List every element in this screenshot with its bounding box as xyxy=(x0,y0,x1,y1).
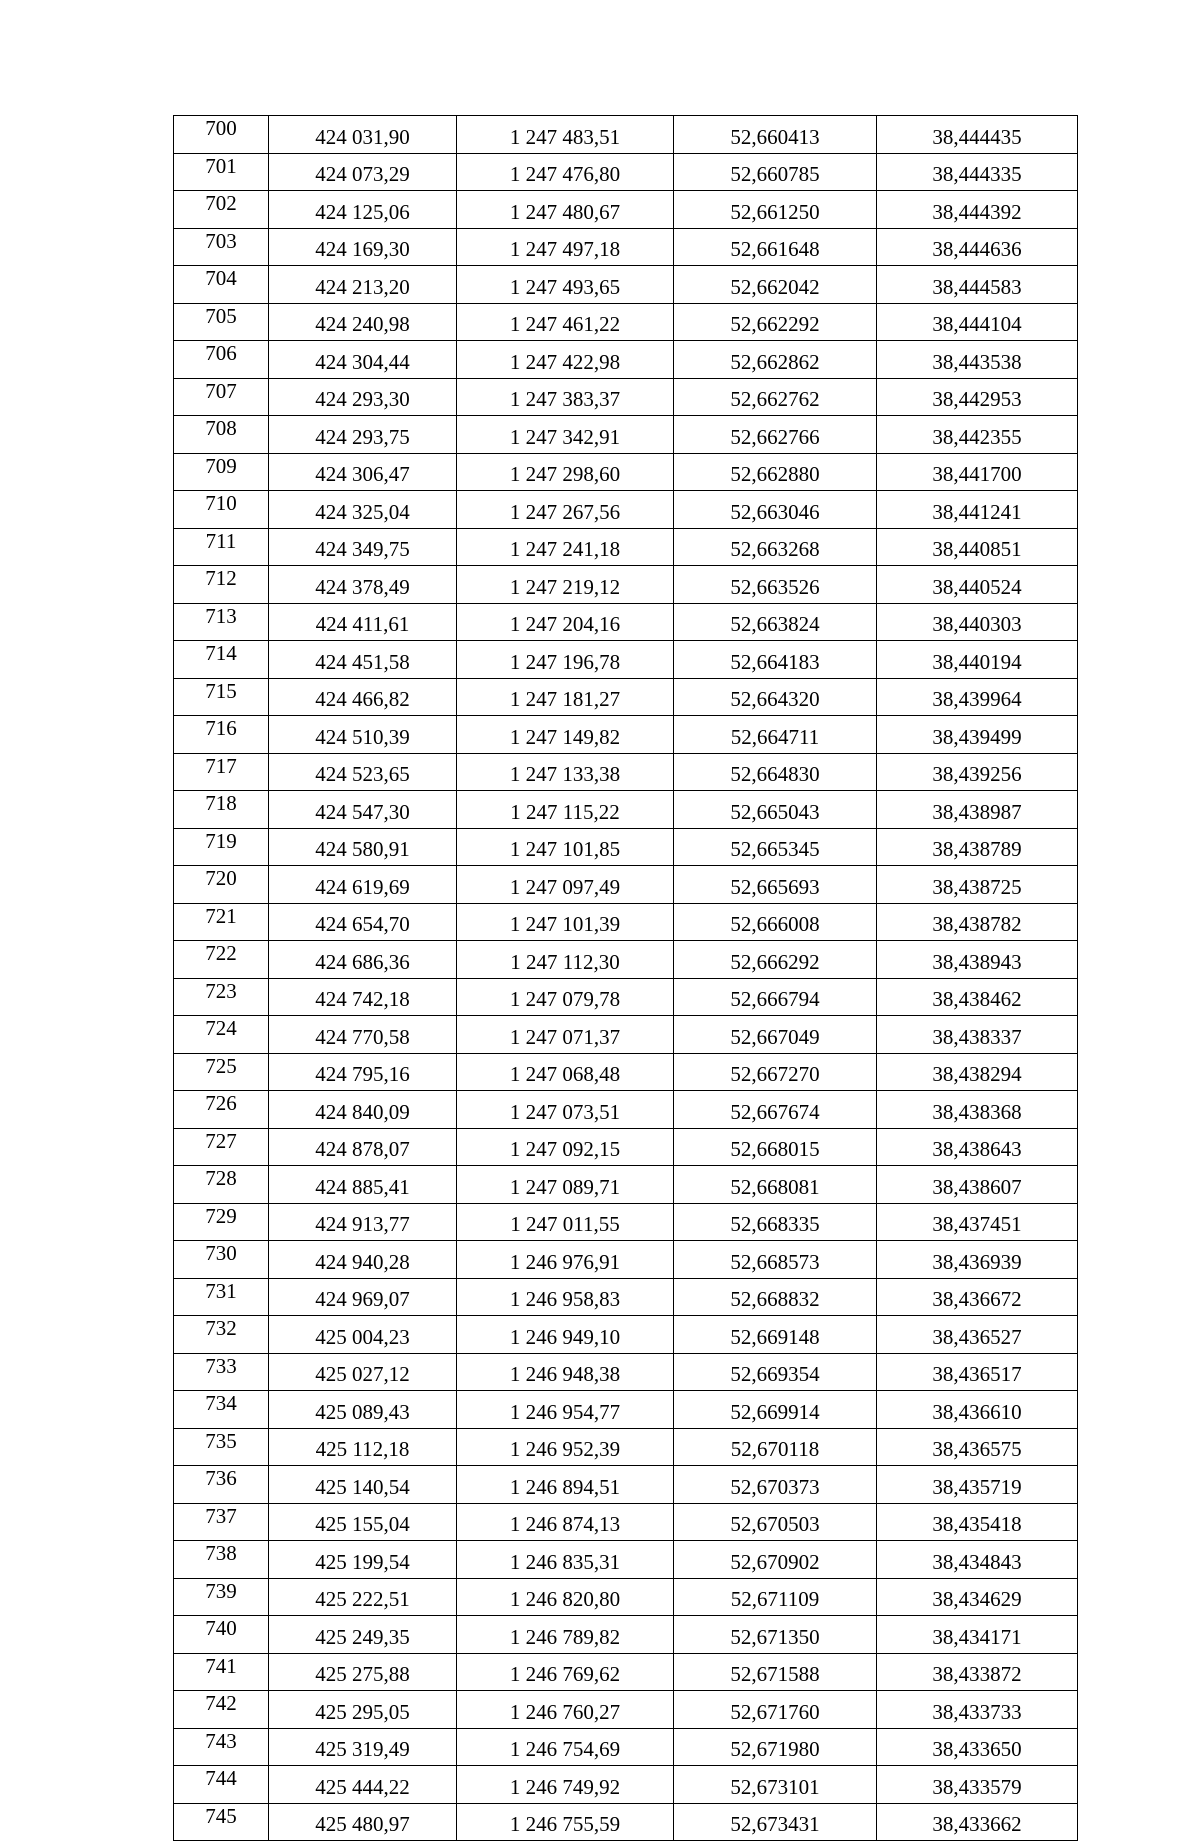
latitude-cell: 52,662766 xyxy=(674,416,877,454)
x-coordinate-cell: 425 112,18 xyxy=(269,1428,457,1466)
y-coordinate-cell: 1 246 952,39 xyxy=(457,1428,674,1466)
longitude-cell: 38,438789 xyxy=(877,828,1078,866)
x-coordinate-cell: 424 306,47 xyxy=(269,453,457,491)
longitude-cell: 38,440303 xyxy=(877,603,1078,641)
table-row xyxy=(174,1166,1078,1204)
latitude-cell: 52,664320 xyxy=(674,678,877,716)
y-coordinate-cell: 1 247 089,71 xyxy=(457,1166,674,1204)
point-number-cell: 710 xyxy=(174,491,269,529)
point-number-cell: 740 xyxy=(174,1616,269,1654)
latitude-cell: 52,668832 xyxy=(674,1278,877,1316)
y-coordinate-cell: 1 247 011,55 xyxy=(457,1203,674,1241)
latitude-cell: 52,662042 xyxy=(674,266,877,304)
point-number-cell: 720 xyxy=(174,866,269,904)
longitude-cell: 38,434629 xyxy=(877,1578,1078,1616)
x-coordinate-cell: 425 027,12 xyxy=(269,1353,457,1391)
y-coordinate-cell: 1 246 948,38 xyxy=(457,1353,674,1391)
y-coordinate-cell: 1 247 493,65 xyxy=(457,266,674,304)
latitude-cell: 52,662880 xyxy=(674,453,877,491)
longitude-cell: 38,444392 xyxy=(877,191,1078,229)
longitude-cell: 38,438294 xyxy=(877,1053,1078,1091)
point-number-cell: 725 xyxy=(174,1053,269,1091)
y-coordinate-cell: 1 246 949,10 xyxy=(457,1316,674,1354)
latitude-cell: 52,671109 xyxy=(674,1578,877,1616)
longitude-cell: 38,438462 xyxy=(877,978,1078,1016)
x-coordinate-cell: 424 169,30 xyxy=(269,228,457,266)
x-coordinate-cell: 424 293,30 xyxy=(269,378,457,416)
point-number-cell: 744 xyxy=(174,1766,269,1804)
x-coordinate-cell: 424 885,41 xyxy=(269,1166,457,1204)
x-coordinate-cell: 424 770,58 xyxy=(269,1016,457,1054)
point-number-cell: 726 xyxy=(174,1091,269,1129)
y-coordinate-cell: 1 246 789,82 xyxy=(457,1616,674,1654)
coordinates-table xyxy=(173,115,1078,1841)
longitude-cell: 38,444435 xyxy=(877,116,1078,154)
x-coordinate-cell: 425 444,22 xyxy=(269,1766,457,1804)
y-coordinate-cell: 1 247 476,80 xyxy=(457,153,674,191)
point-number-cell: 724 xyxy=(174,1016,269,1054)
x-coordinate-cell: 424 840,09 xyxy=(269,1091,457,1129)
longitude-cell: 38,434843 xyxy=(877,1541,1078,1579)
x-coordinate-cell: 424 293,75 xyxy=(269,416,457,454)
y-coordinate-cell: 1 246 760,27 xyxy=(457,1691,674,1729)
latitude-cell: 52,671760 xyxy=(674,1691,877,1729)
point-number-cell: 734 xyxy=(174,1391,269,1429)
table-row xyxy=(174,1316,1078,1354)
latitude-cell: 52,661250 xyxy=(674,191,877,229)
point-number-cell: 711 xyxy=(174,528,269,566)
latitude-cell: 52,662292 xyxy=(674,303,877,341)
latitude-cell: 52,663268 xyxy=(674,528,877,566)
latitude-cell: 52,665693 xyxy=(674,866,877,904)
longitude-cell: 38,442953 xyxy=(877,378,1078,416)
point-number-cell: 739 xyxy=(174,1578,269,1616)
point-number-cell: 700 xyxy=(174,116,269,154)
x-coordinate-cell: 424 031,90 xyxy=(269,116,457,154)
y-coordinate-cell: 1 247 115,22 xyxy=(457,791,674,829)
y-coordinate-cell: 1 247 204,16 xyxy=(457,603,674,641)
y-coordinate-cell: 1 247 071,37 xyxy=(457,1016,674,1054)
latitude-cell: 52,668015 xyxy=(674,1128,877,1166)
longitude-cell: 38,438607 xyxy=(877,1166,1078,1204)
longitude-cell: 38,436517 xyxy=(877,1353,1078,1391)
latitude-cell: 52,669148 xyxy=(674,1316,877,1354)
y-coordinate-cell: 1 247 483,51 xyxy=(457,116,674,154)
longitude-cell: 38,440851 xyxy=(877,528,1078,566)
x-coordinate-cell: 424 969,07 xyxy=(269,1278,457,1316)
x-coordinate-cell: 425 295,05 xyxy=(269,1691,457,1729)
x-coordinate-cell: 425 319,49 xyxy=(269,1728,457,1766)
point-number-cell: 708 xyxy=(174,416,269,454)
x-coordinate-cell: 425 155,04 xyxy=(269,1503,457,1541)
point-number-cell: 741 xyxy=(174,1653,269,1691)
point-number-cell: 738 xyxy=(174,1541,269,1579)
longitude-cell: 38,439256 xyxy=(877,753,1078,791)
latitude-cell: 52,671588 xyxy=(674,1653,877,1691)
y-coordinate-cell: 1 247 097,49 xyxy=(457,866,674,904)
table-row xyxy=(174,1128,1078,1166)
point-number-cell: 723 xyxy=(174,978,269,1016)
latitude-cell: 52,661648 xyxy=(674,228,877,266)
longitude-cell: 38,436527 xyxy=(877,1316,1078,1354)
latitude-cell: 52,670118 xyxy=(674,1428,877,1466)
point-number-cell: 733 xyxy=(174,1353,269,1391)
x-coordinate-cell: 424 795,16 xyxy=(269,1053,457,1091)
latitude-cell: 52,666794 xyxy=(674,978,877,1016)
latitude-cell: 52,664711 xyxy=(674,716,877,754)
longitude-cell: 38,433733 xyxy=(877,1691,1078,1729)
longitude-cell: 38,438987 xyxy=(877,791,1078,829)
latitude-cell: 52,660785 xyxy=(674,153,877,191)
longitude-cell: 38,438337 xyxy=(877,1016,1078,1054)
point-number-cell: 705 xyxy=(174,303,269,341)
point-number-cell: 717 xyxy=(174,753,269,791)
x-coordinate-cell: 424 378,49 xyxy=(269,566,457,604)
longitude-cell: 38,443538 xyxy=(877,341,1078,379)
table-row xyxy=(174,1503,1078,1541)
y-coordinate-cell: 1 247 461,22 xyxy=(457,303,674,341)
table-row xyxy=(174,791,1078,829)
x-coordinate-cell: 424 913,77 xyxy=(269,1203,457,1241)
x-coordinate-cell: 424 349,75 xyxy=(269,528,457,566)
table-row xyxy=(174,941,1078,979)
point-number-cell: 714 xyxy=(174,641,269,679)
longitude-cell: 38,439499 xyxy=(877,716,1078,754)
latitude-cell: 52,667049 xyxy=(674,1016,877,1054)
longitude-cell: 38,438368 xyxy=(877,1091,1078,1129)
latitude-cell: 52,660413 xyxy=(674,116,877,154)
x-coordinate-cell: 425 199,54 xyxy=(269,1541,457,1579)
y-coordinate-cell: 1 246 874,13 xyxy=(457,1503,674,1541)
table-row xyxy=(174,153,1078,191)
longitude-cell: 38,435719 xyxy=(877,1466,1078,1504)
table-row xyxy=(174,603,1078,641)
x-coordinate-cell: 424 742,18 xyxy=(269,978,457,1016)
point-number-cell: 730 xyxy=(174,1241,269,1279)
y-coordinate-cell: 1 247 149,82 xyxy=(457,716,674,754)
longitude-cell: 38,433650 xyxy=(877,1728,1078,1766)
table-row xyxy=(174,1691,1078,1729)
latitude-cell: 52,668081 xyxy=(674,1166,877,1204)
table-row xyxy=(174,1541,1078,1579)
x-coordinate-cell: 425 249,35 xyxy=(269,1616,457,1654)
x-coordinate-cell: 425 140,54 xyxy=(269,1466,457,1504)
latitude-cell: 52,673431 xyxy=(674,1803,877,1841)
longitude-cell: 38,435418 xyxy=(877,1503,1078,1541)
table-row xyxy=(174,978,1078,1016)
y-coordinate-cell: 1 247 267,56 xyxy=(457,491,674,529)
longitude-cell: 38,433872 xyxy=(877,1653,1078,1691)
point-number-cell: 707 xyxy=(174,378,269,416)
x-coordinate-cell: 424 580,91 xyxy=(269,828,457,866)
table-row xyxy=(174,416,1078,454)
y-coordinate-cell: 1 247 422,98 xyxy=(457,341,674,379)
table-row xyxy=(174,1578,1078,1616)
point-number-cell: 709 xyxy=(174,453,269,491)
x-coordinate-cell: 424 411,61 xyxy=(269,603,457,641)
x-coordinate-cell: 424 523,65 xyxy=(269,753,457,791)
x-coordinate-cell: 425 480,97 xyxy=(269,1803,457,1841)
longitude-cell: 38,438943 xyxy=(877,941,1078,979)
table-row xyxy=(174,828,1078,866)
point-number-cell: 731 xyxy=(174,1278,269,1316)
table-row xyxy=(174,453,1078,491)
table-row xyxy=(174,341,1078,379)
latitude-cell: 52,667270 xyxy=(674,1053,877,1091)
point-number-cell: 737 xyxy=(174,1503,269,1541)
point-number-cell: 719 xyxy=(174,828,269,866)
point-number-cell: 743 xyxy=(174,1728,269,1766)
latitude-cell: 52,671980 xyxy=(674,1728,877,1766)
table-row xyxy=(174,116,1078,154)
latitude-cell: 52,668573 xyxy=(674,1241,877,1279)
latitude-cell: 52,670902 xyxy=(674,1541,877,1579)
table-row xyxy=(174,303,1078,341)
y-coordinate-cell: 1 246 749,92 xyxy=(457,1766,674,1804)
x-coordinate-cell: 425 089,43 xyxy=(269,1391,457,1429)
table-row xyxy=(174,1391,1078,1429)
longitude-cell: 38,437451 xyxy=(877,1203,1078,1241)
x-coordinate-cell: 424 547,30 xyxy=(269,791,457,829)
x-coordinate-cell: 424 073,29 xyxy=(269,153,457,191)
x-coordinate-cell: 424 213,20 xyxy=(269,266,457,304)
latitude-cell: 52,665043 xyxy=(674,791,877,829)
longitude-cell: 38,439964 xyxy=(877,678,1078,716)
latitude-cell: 52,662862 xyxy=(674,341,877,379)
table-row xyxy=(174,1241,1078,1279)
longitude-cell: 38,433662 xyxy=(877,1803,1078,1841)
y-coordinate-cell: 1 246 894,51 xyxy=(457,1466,674,1504)
y-coordinate-cell: 1 247 196,78 xyxy=(457,641,674,679)
x-coordinate-cell: 425 222,51 xyxy=(269,1578,457,1616)
table-row xyxy=(174,753,1078,791)
table-row xyxy=(174,566,1078,604)
longitude-cell: 38,442355 xyxy=(877,416,1078,454)
table-row xyxy=(174,678,1078,716)
y-coordinate-cell: 1 247 079,78 xyxy=(457,978,674,1016)
y-coordinate-cell: 1 247 181,27 xyxy=(457,678,674,716)
y-coordinate-cell: 1 247 133,38 xyxy=(457,753,674,791)
table-row xyxy=(174,491,1078,529)
longitude-cell: 38,444636 xyxy=(877,228,1078,266)
table-row xyxy=(174,1428,1078,1466)
y-coordinate-cell: 1 247 298,60 xyxy=(457,453,674,491)
y-coordinate-cell: 1 247 219,12 xyxy=(457,566,674,604)
longitude-cell: 38,444104 xyxy=(877,303,1078,341)
latitude-cell: 52,673101 xyxy=(674,1766,877,1804)
x-coordinate-cell: 424 325,04 xyxy=(269,491,457,529)
table-row xyxy=(174,641,1078,679)
x-coordinate-cell: 424 451,58 xyxy=(269,641,457,679)
table-row xyxy=(174,191,1078,229)
y-coordinate-cell: 1 247 480,67 xyxy=(457,191,674,229)
latitude-cell: 52,670503 xyxy=(674,1503,877,1541)
longitude-cell: 38,436939 xyxy=(877,1241,1078,1279)
y-coordinate-cell: 1 247 112,30 xyxy=(457,941,674,979)
y-coordinate-cell: 1 247 068,48 xyxy=(457,1053,674,1091)
y-coordinate-cell: 1 246 976,91 xyxy=(457,1241,674,1279)
table-row xyxy=(174,1091,1078,1129)
longitude-cell: 38,436575 xyxy=(877,1428,1078,1466)
point-number-cell: 728 xyxy=(174,1166,269,1204)
point-number-cell: 703 xyxy=(174,228,269,266)
y-coordinate-cell: 1 247 101,85 xyxy=(457,828,674,866)
table-row xyxy=(174,1203,1078,1241)
longitude-cell: 38,438725 xyxy=(877,866,1078,904)
latitude-cell: 52,666008 xyxy=(674,903,877,941)
y-coordinate-cell: 1 246 958,83 xyxy=(457,1278,674,1316)
longitude-cell: 38,441241 xyxy=(877,491,1078,529)
y-coordinate-cell: 1 247 383,37 xyxy=(457,378,674,416)
y-coordinate-cell: 1 247 497,18 xyxy=(457,228,674,266)
table-row xyxy=(174,228,1078,266)
table-row xyxy=(174,528,1078,566)
y-coordinate-cell: 1 247 241,18 xyxy=(457,528,674,566)
point-number-cell: 701 xyxy=(174,153,269,191)
x-coordinate-cell: 425 004,23 xyxy=(269,1316,457,1354)
x-coordinate-cell: 424 466,82 xyxy=(269,678,457,716)
y-coordinate-cell: 1 246 954,77 xyxy=(457,1391,674,1429)
longitude-cell: 38,436672 xyxy=(877,1278,1078,1316)
x-coordinate-cell: 424 654,70 xyxy=(269,903,457,941)
y-coordinate-cell: 1 247 101,39 xyxy=(457,903,674,941)
longitude-cell: 38,444583 xyxy=(877,266,1078,304)
table-row xyxy=(174,866,1078,904)
table-row xyxy=(174,266,1078,304)
latitude-cell: 52,664830 xyxy=(674,753,877,791)
table-row xyxy=(174,903,1078,941)
longitude-cell: 38,441700 xyxy=(877,453,1078,491)
longitude-cell: 38,440194 xyxy=(877,641,1078,679)
longitude-cell: 38,444335 xyxy=(877,153,1078,191)
point-number-cell: 721 xyxy=(174,903,269,941)
longitude-cell: 38,433579 xyxy=(877,1766,1078,1804)
table-row xyxy=(174,1016,1078,1054)
latitude-cell: 52,667674 xyxy=(674,1091,877,1129)
point-number-cell: 736 xyxy=(174,1466,269,1504)
point-number-cell: 704 xyxy=(174,266,269,304)
latitude-cell: 52,665345 xyxy=(674,828,877,866)
point-number-cell: 716 xyxy=(174,716,269,754)
y-coordinate-cell: 1 246 769,62 xyxy=(457,1653,674,1691)
x-coordinate-cell: 424 940,28 xyxy=(269,1241,457,1279)
x-coordinate-cell: 424 304,44 xyxy=(269,341,457,379)
point-number-cell: 712 xyxy=(174,566,269,604)
table-row xyxy=(174,1616,1078,1654)
longitude-cell: 38,440524 xyxy=(877,566,1078,604)
table-row xyxy=(174,1278,1078,1316)
table-row xyxy=(174,1653,1078,1691)
table-row xyxy=(174,1353,1078,1391)
point-number-cell: 706 xyxy=(174,341,269,379)
point-number-cell: 742 xyxy=(174,1691,269,1729)
longitude-cell: 38,438643 xyxy=(877,1128,1078,1166)
point-number-cell: 715 xyxy=(174,678,269,716)
longitude-cell: 38,434171 xyxy=(877,1616,1078,1654)
x-coordinate-cell: 424 619,69 xyxy=(269,866,457,904)
point-number-cell: 718 xyxy=(174,791,269,829)
y-coordinate-cell: 1 246 755,59 xyxy=(457,1803,674,1841)
point-number-cell: 735 xyxy=(174,1428,269,1466)
point-number-cell: 722 xyxy=(174,941,269,979)
latitude-cell: 52,663824 xyxy=(674,603,877,641)
y-coordinate-cell: 1 247 342,91 xyxy=(457,416,674,454)
y-coordinate-cell: 1 247 092,15 xyxy=(457,1128,674,1166)
table-row xyxy=(174,716,1078,754)
latitude-cell: 52,663526 xyxy=(674,566,877,604)
table-row xyxy=(174,1728,1078,1766)
table-row xyxy=(174,1803,1078,1841)
coordinates-table-body xyxy=(174,116,1078,1841)
x-coordinate-cell: 424 510,39 xyxy=(269,716,457,754)
y-coordinate-cell: 1 246 820,80 xyxy=(457,1578,674,1616)
table-row xyxy=(174,378,1078,416)
x-coordinate-cell: 424 686,36 xyxy=(269,941,457,979)
latitude-cell: 52,664183 xyxy=(674,641,877,679)
point-number-cell: 732 xyxy=(174,1316,269,1354)
longitude-cell: 38,436610 xyxy=(877,1391,1078,1429)
table-row xyxy=(174,1466,1078,1504)
y-coordinate-cell: 1 246 754,69 xyxy=(457,1728,674,1766)
x-coordinate-cell: 424 125,06 xyxy=(269,191,457,229)
latitude-cell: 52,662762 xyxy=(674,378,877,416)
latitude-cell: 52,669914 xyxy=(674,1391,877,1429)
latitude-cell: 52,669354 xyxy=(674,1353,877,1391)
latitude-cell: 52,670373 xyxy=(674,1466,877,1504)
y-coordinate-cell: 1 246 835,31 xyxy=(457,1541,674,1579)
point-number-cell: 745 xyxy=(174,1803,269,1841)
latitude-cell: 52,663046 xyxy=(674,491,877,529)
point-number-cell: 729 xyxy=(174,1203,269,1241)
latitude-cell: 52,666292 xyxy=(674,941,877,979)
point-number-cell: 727 xyxy=(174,1128,269,1166)
x-coordinate-cell: 424 240,98 xyxy=(269,303,457,341)
table-row xyxy=(174,1053,1078,1091)
y-coordinate-cell: 1 247 073,51 xyxy=(457,1091,674,1129)
longitude-cell: 38,438782 xyxy=(877,903,1078,941)
point-number-cell: 702 xyxy=(174,191,269,229)
x-coordinate-cell: 424 878,07 xyxy=(269,1128,457,1166)
latitude-cell: 52,671350 xyxy=(674,1616,877,1654)
point-number-cell: 713 xyxy=(174,603,269,641)
table-row xyxy=(174,1766,1078,1804)
latitude-cell: 52,668335 xyxy=(674,1203,877,1241)
x-coordinate-cell: 425 275,88 xyxy=(269,1653,457,1691)
